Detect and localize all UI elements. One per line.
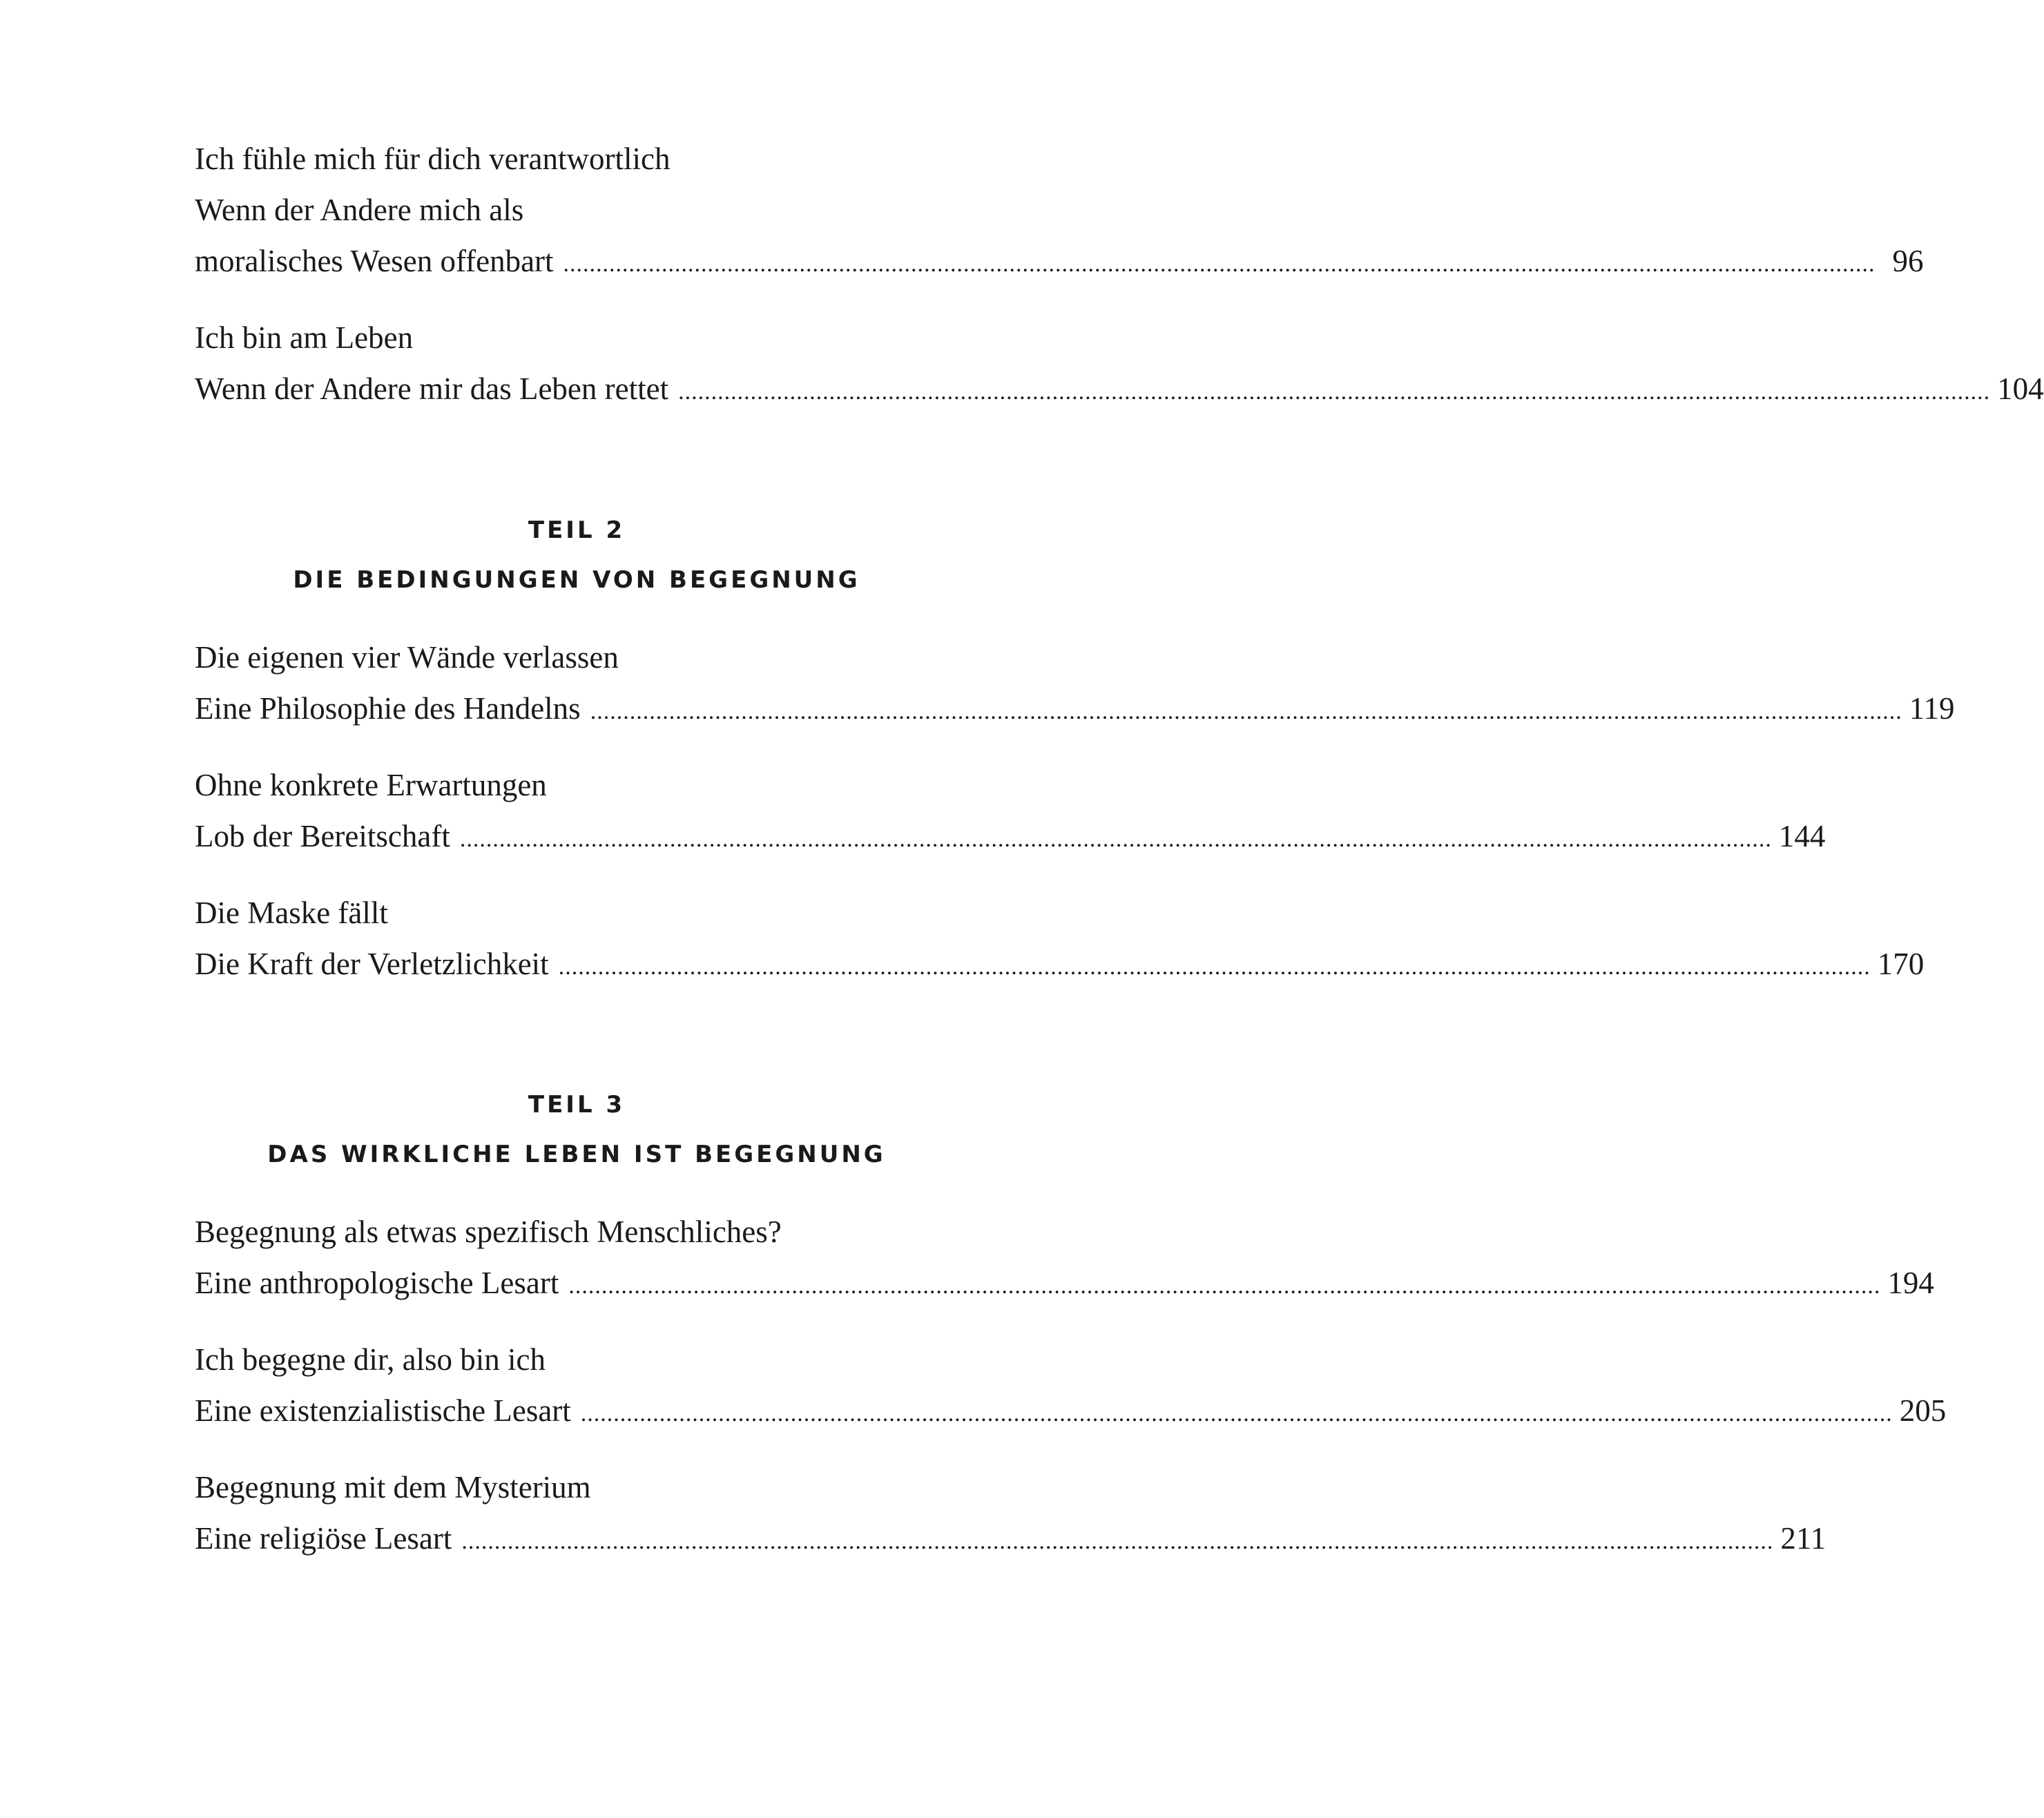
toc-entry-subtitle: Eine Philosophie des Handelns [195, 691, 581, 726]
toc-entry-subtitle-line [195, 811, 1826, 862]
toc-entry-subtitle-line [195, 363, 2044, 414]
toc-entry-title: Ich begegne dir, also bin ich [195, 1342, 546, 1377]
dot-leader: ........................................................................................................................................................................................................ [678, 379, 1991, 405]
toc-entry[interactable] [195, 887, 1925, 989]
toc-entry[interactable] [195, 1462, 1826, 1564]
toc-entry-subtitle: Wenn der Andere mir das Leben rettet [195, 371, 669, 406]
dot-leader: ........................................................................................................................................................................................................ [459, 826, 1772, 852]
dot-leader: ........................................................................................................................................................................................................ [590, 699, 1902, 724]
toc-entry-subtitle-line [195, 1257, 1934, 1308]
toc-entry-subtitle-line [195, 683, 1955, 734]
toc-entry-subtitle: Eine religiöse Lesart [195, 1521, 452, 1556]
toc-entry-subtitle: Wenn der Andere mich als [195, 193, 524, 227]
toc-entry-title: Begegnung als etwas spezifisch Menschliches? [195, 1215, 782, 1249]
toc-entry-subtitle: Die Kraft der Verletzlichkeit [195, 947, 549, 981]
toc-entry-subtitle: Eine existenzialistische Lesart [195, 1393, 571, 1428]
dot-leader: ........................................................................................................................................................................................................ [563, 251, 1876, 277]
toc-entry-title: Ich fühle mich für dich verantwortlich [195, 142, 671, 176]
dot-leader: ........................................................................................................................................................................................................ [461, 1529, 1774, 1554]
toc-page-number: 205 [1899, 1393, 1947, 1428]
toc-page-number: 104 [1997, 371, 2044, 406]
toc-entry[interactable] [195, 1206, 1934, 1308]
toc-entry-title: Begegnung mit dem Mysterium [195, 1470, 591, 1505]
part-label: TEIL 3 [528, 1091, 626, 1119]
toc-page-number: 119 [1909, 691, 1955, 726]
toc-entry[interactable] [195, 632, 1955, 734]
part-title: DIE BEDINGUNGEN VON BEGEGNUNG [293, 566, 860, 594]
toc-entry-subtitle-line [195, 1385, 1947, 1436]
toc-entry[interactable] [195, 312, 2044, 414]
toc-entry-title: Ich bin am Leben [195, 320, 414, 355]
toc-page-number: 96 [1892, 244, 1924, 278]
toc-entry-subtitle-line [195, 235, 1924, 287]
toc-entry-subtitle-line [195, 938, 1925, 989]
toc-page-number: 170 [1877, 947, 1925, 981]
dot-leader: ........................................................................................................................................................................................................ [580, 1401, 1893, 1427]
toc-entry-title: Die eigenen vier Wände verlassen [195, 640, 619, 675]
toc-entry-title: Die Maske fällt [195, 896, 388, 930]
toc-entry-title: Ohne konkrete Erwartungen [195, 768, 547, 802]
toc-entry-subtitle: Lob der Bereitschaft [195, 819, 450, 853]
dot-leader: ........................................................................................................................................................................................................ [568, 1273, 1881, 1299]
toc-entry-subtitle-line [195, 1513, 1826, 1564]
toc-entry-subtitle: Eine anthropologische Lesart [195, 1266, 559, 1300]
dot-leader: ........................................................................................................................................................................................................ [558, 954, 1871, 980]
part-label: TEIL 2 [528, 516, 626, 544]
toc-entry-subtitle-cont: moralisches Wesen offenbart [195, 244, 554, 278]
toc-entry[interactable] [195, 1334, 1947, 1436]
toc-entry[interactable] [195, 133, 1924, 287]
toc-page-number: 144 [1778, 819, 1826, 853]
part-title: DAS WIRKLICHE LEBEN IST BEGEGNUNG [267, 1141, 886, 1168]
toc-page-number: 211 [1780, 1521, 1826, 1556]
toc-page-number: 194 [1887, 1266, 1934, 1300]
toc-entry[interactable] [195, 760, 1826, 862]
